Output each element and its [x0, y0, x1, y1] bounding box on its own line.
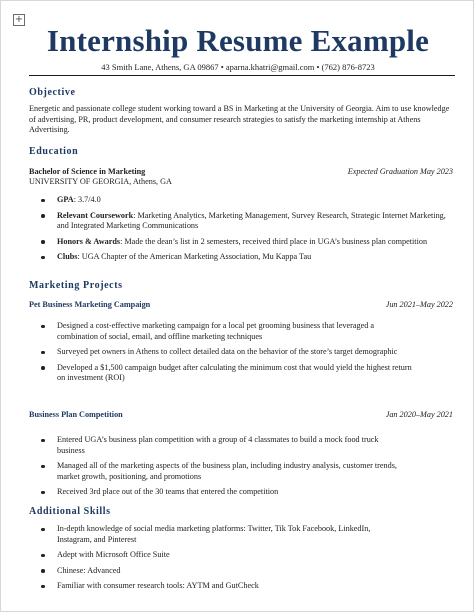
- list-item: Chinese: Advanced: [57, 566, 401, 577]
- project-dates: Jun 2021–May 2022: [385, 300, 453, 309]
- project-row: [29, 300, 453, 310]
- project-list: [57, 321, 413, 389]
- objective-heading: Objective: [29, 87, 76, 98]
- page-title: Internship Resume Example: [46, 23, 430, 58]
- list-item: Entered UGA’s business plan competition with a group of 4 classmates to build a mock food truck business: [57, 435, 401, 456]
- objective-text: Energetic and passionate college student working toward a BS in Marketing at the University of Georgia. Aim to use knowledge of advertising, PR, product development, and consumer research strategies to satisfy the marketing internship at Athens Advertising.: [29, 104, 450, 134]
- bullet-label: Clubs: [57, 252, 78, 261]
- bullet-text: : UGA Chapter of the American Marketing Association, Mu Kappa Tau: [77, 252, 312, 261]
- list-item: Developed a $1,500 campaign budget after calculating the minimum cost that would yield the highest return on investment (ROI): [57, 362, 412, 382]
- education-heading: Education: [29, 146, 79, 157]
- skills-list: [57, 524, 401, 597]
- projects-heading: Marketing Projects: [29, 280, 123, 291]
- list-item: [57, 195, 449, 206]
- degree-name: Bachelor of Science in Marketing: [29, 167, 146, 176]
- list-item: Adept with Microsoft Office Suite: [57, 550, 401, 561]
- list-item: Designed a cost-effective marketing campaign for a local pet grooming business that leveraged a combination of social, email, and offline marketing techniques: [57, 321, 413, 342]
- add-icon[interactable]: +: [14, 14, 24, 25]
- list-item: In-depth knowledge of social media marketing platforms: Twitter, Tik Tok Facebook, LinkedIn, Instagram, and Pinterest: [57, 524, 401, 545]
- bullet-text: : Marketing Analytics, Marketing Management, Survey Research, Strategic Internet Marketing, and Integrated Marketing Communications: [57, 210, 446, 230]
- bullet-text: : Made the dean’s list in 2 semesters, received third place in UGA’s business plan competition: [120, 236, 428, 246]
- list-item: [57, 252, 449, 263]
- list-item: [57, 237, 449, 248]
- header-divider: [29, 75, 455, 76]
- bullet-text: : 3.7/4.0: [73, 195, 101, 204]
- contact-info: 43 Smith Lane, Athens, GA 09867 • aparna.khatri@gmail.com • (762) 876-8723: [101, 62, 375, 72]
- project-dates: Jan 2020–May 2021: [385, 410, 453, 419]
- list-item: Received 3rd place out of the 30 teams that entered the competition: [57, 487, 401, 498]
- project-name: Business Plan Competition: [29, 410, 123, 419]
- skills-heading: Additional Skills: [29, 506, 111, 517]
- project-row: [29, 410, 453, 420]
- list-item: Familiar with consumer research tools: AYTM and GutCheck: [57, 581, 401, 592]
- graduation-date: Expected Graduation May 2023: [347, 167, 453, 176]
- project-list: [57, 435, 401, 503]
- bullet-label: GPA: [57, 195, 74, 204]
- bullet-label: Relevant Coursework: [57, 210, 134, 220]
- education-list: [57, 195, 449, 268]
- list-item: [57, 211, 449, 232]
- bullet-label: Honors & Awards: [57, 236, 121, 246]
- list-item: Surveyed pet owners in Athens to collect detailed data on the behavior of the store’s target demographic: [57, 347, 413, 358]
- education-degree-row: [29, 167, 453, 177]
- school-name: UNIVERSITY OF GEORGIA, Athens, GA: [29, 177, 172, 186]
- list-item: Managed all of the marketing aspects of the business plan, including industry analysis, customer trends, market growth, positioning, and promotions: [57, 461, 401, 482]
- project-name: Pet Business Marketing Campaign: [29, 300, 151, 309]
